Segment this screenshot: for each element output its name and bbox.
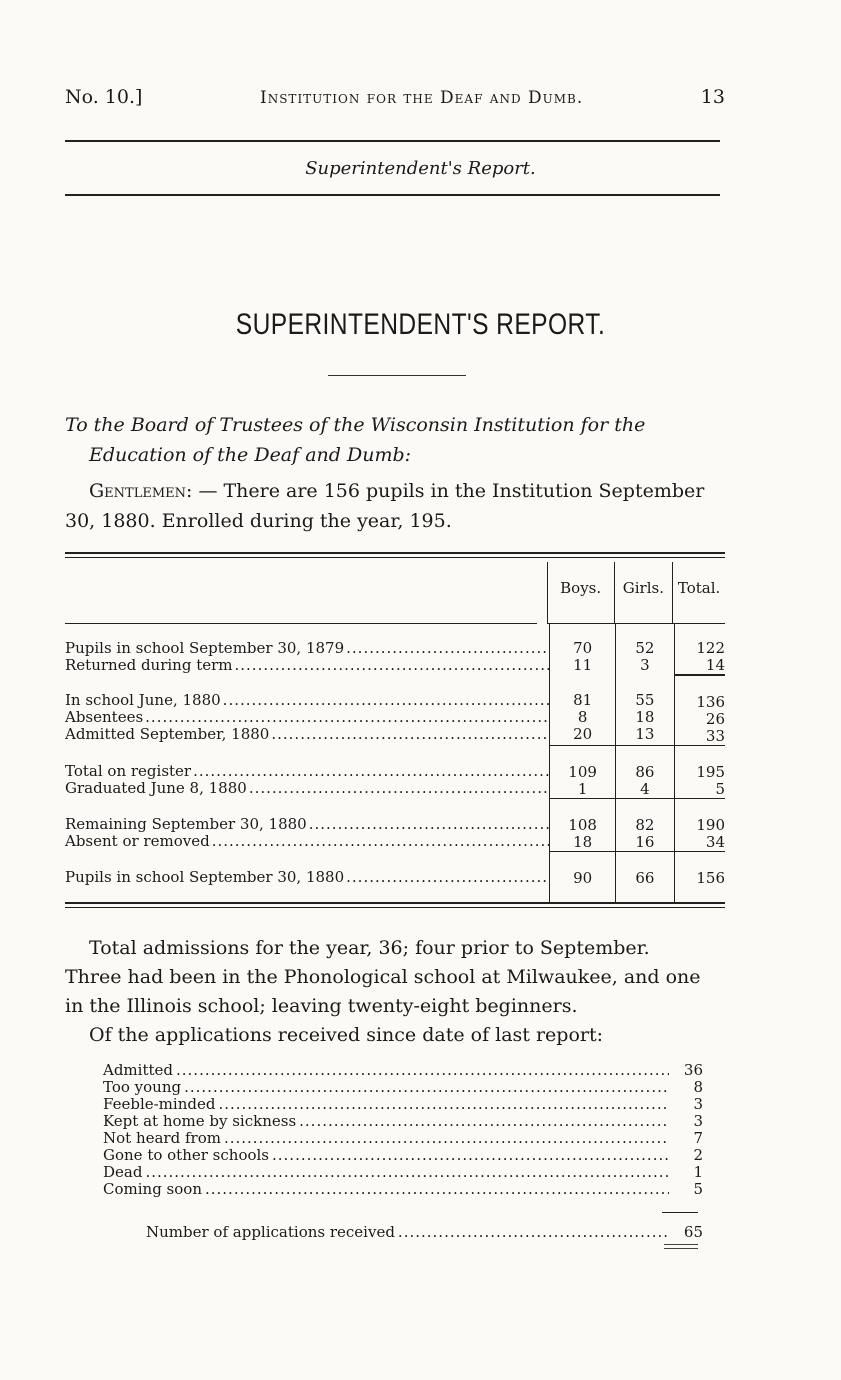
col-total: Total. [672,562,725,614]
opening-line-1: — There are 156 pupils in the Institution September [192,480,705,502]
applications-total [146,1223,703,1241]
document-number: No. 10.] [65,86,143,108]
list-item: Coming soon ..... 5 [103,1181,703,1198]
admissions-line-3: in the Illinois school; leaving twenty-eight beginners. [65,995,578,1017]
institution-title: Institution for the Deaf and Dumb. [260,88,584,108]
table-row: Returned during term ..... [65,657,549,674]
table-group: Pupils in school September 30, 1880 ..... 90 66 156 [65,851,725,902]
header-rule [65,140,720,142]
admissions-line-1: Total admissions for the year, 36; four prior to September. [89,937,650,959]
table-group: Total on register ..... Graduated June 8, 1880 ..... 109 1 86 4 195 5 [65,745,725,798]
total-value: 65 [683,1223,703,1241]
table-row: In school June, 1880 ..... [65,692,549,709]
col-boys: Boys. [547,562,614,614]
table-group: In school June, 1880 ..... Absentees ..... Admitted September, 1880 ..... 81 8 20 55 18 13 136 26 33 [65,674,725,745]
greeting: Gentlemen: [89,480,193,502]
report-title: SUPERINTENDENT'S REPORT. [235,308,606,341]
opening-line-2: 30, 1880. Enrolled during the year, 195. [65,510,452,532]
list-item: Admitted ..... 36 [103,1062,703,1079]
admissions-line-4: Of the applications received since date of last report: [89,1024,604,1046]
opening-paragraph [65,476,735,536]
table-row: Pupils in school September 30, 1880 ..... [65,869,549,886]
header-label-cell [65,562,547,614]
enrollment-table [65,552,725,908]
title-rule [328,375,466,376]
list-item: Dead ..... 1 [103,1164,703,1181]
applications-list [103,1062,703,1198]
salutation-line-2: Education of the Deaf and Dumb: [89,444,412,466]
list-item: Not heard from ..... 7 [103,1130,703,1147]
col-girls: Girls. [614,562,673,614]
list-item: Kept at home by sickness ..... 3 [103,1113,703,1130]
table-row: Absentees ..... [65,709,549,726]
table-row: Remaining September 30, 1880 ..... [65,816,549,833]
salutation-line-1: To the Board of Trustees of the Wisconsin Institution for the [65,414,646,436]
admissions-paragraph [65,934,735,1050]
total-label: Number of applications received [146,1223,395,1241]
table-top-rule [65,552,725,558]
subheader-rule [65,194,720,196]
table-bottom-rule [65,902,725,908]
page-number: 13 [700,86,725,108]
total-double-rule [664,1244,698,1249]
sum-rule [662,1212,698,1213]
header-rule [65,614,725,624]
running-header [65,86,725,108]
section-subtitle: Superintendent's Report. [305,158,536,179]
table-group: Pupils in school September 30, 1879 ..... Returned during term ..... 70 11 52 3 122 14 [65,624,725,674]
list-item: Gone to other schools ..... 2 [103,1147,703,1164]
table-row: Total on register ..... [65,763,549,780]
list-item: Too young ..... 8 [103,1079,703,1096]
table-row: Admitted September, 1880 ..... [65,726,549,743]
table-row: Graduated June 8, 1880 ..... [65,780,549,797]
table-row: Pupils in school September 30, 1879 ..... [65,640,549,657]
table-group: Remaining September 30, 1880 ..... Absent or removed ..... 108 18 82 16 190 34 [65,798,725,851]
admissions-line-2: Three had been in the Phonological school at Milwaukee, and one [65,966,701,988]
list-item: Feeble-minded ..... 3 [103,1096,703,1113]
table-row: Absent or removed ..... [65,833,549,850]
table-header [65,562,725,614]
salutation [65,410,735,470]
